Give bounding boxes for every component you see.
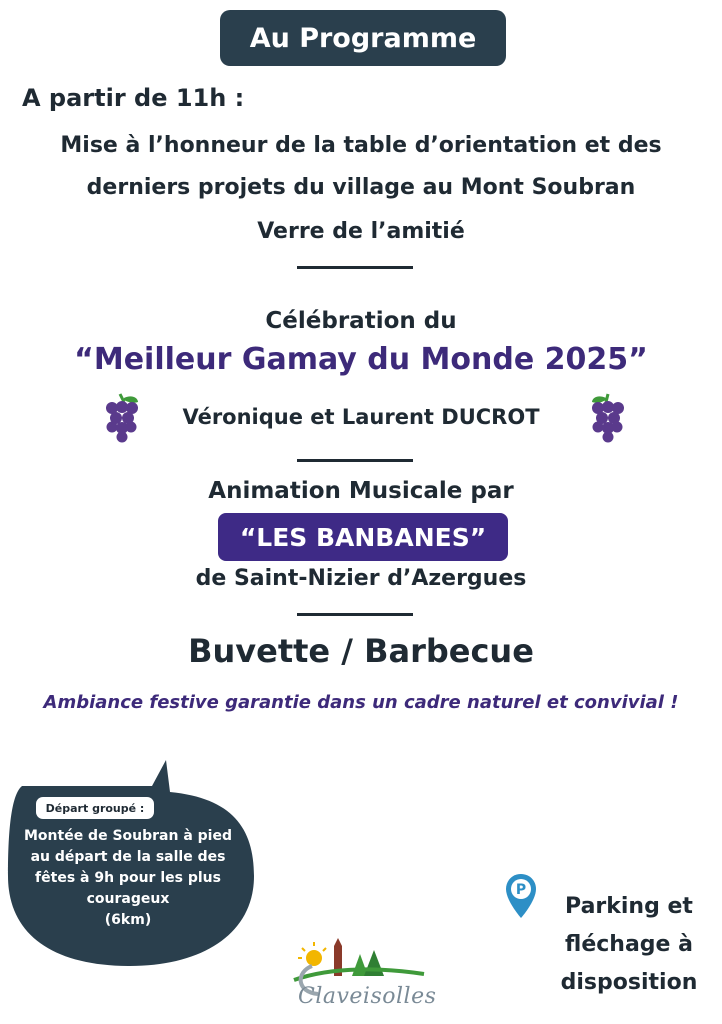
parking-line: Parking et <box>565 894 693 919</box>
winners-names: Véronique et Laurent DUCROT <box>182 405 540 429</box>
start-time: A partir de 11h : <box>22 84 245 112</box>
program-title: Au Programme <box>249 22 477 54</box>
ambiance-text: Ambiance festive garantie dans un cadre naturel et convivial ! <box>43 692 679 713</box>
section1-line2: derniers projets du village au Mont Soubran <box>86 175 636 200</box>
section1-line1: Mise à l’honneur de la table d’orientation et des <box>60 133 662 158</box>
award-title: “Meilleur Gamay du Monde 2025” <box>74 342 648 377</box>
animation-label: Animation Musicale par <box>208 478 514 504</box>
band-origin: de Saint-Nizier d’Azergues <box>195 566 527 591</box>
divider-3 <box>297 613 413 616</box>
band-name-box <box>218 513 508 561</box>
divider-2 <box>297 459 413 462</box>
bubble-line: (6km) <box>104 912 152 928</box>
parking-info <box>544 888 714 1002</box>
bubble-line: fêtes à 9h pour les plus <box>35 870 221 886</box>
celebration-label: Célébration du <box>265 308 457 334</box>
program-title-box <box>220 10 506 66</box>
buvette-barbecue: Buvette / Barbecue <box>188 632 534 670</box>
parking-line: disposition <box>560 970 698 995</box>
divider-1 <box>297 266 413 269</box>
section1-line3: Verre de l’amitié <box>257 219 465 244</box>
band-name: “LES BANBANES” <box>239 522 487 552</box>
bubble-line: au départ de la salle des <box>30 849 226 865</box>
pin-letter: P <box>515 882 527 898</box>
group-departure-label: Départ groupé : <box>36 797 154 819</box>
map-pin-parking-icon <box>504 872 538 920</box>
parking-line: fléchage à <box>565 932 693 957</box>
village-logo-text: Claveisolles <box>298 984 437 1009</box>
bubble-line: Montée de Soubran à pied <box>23 828 232 844</box>
group-departure-text <box>10 826 246 931</box>
bubble-line: courageux <box>86 891 170 907</box>
grapes-icon <box>586 392 630 444</box>
